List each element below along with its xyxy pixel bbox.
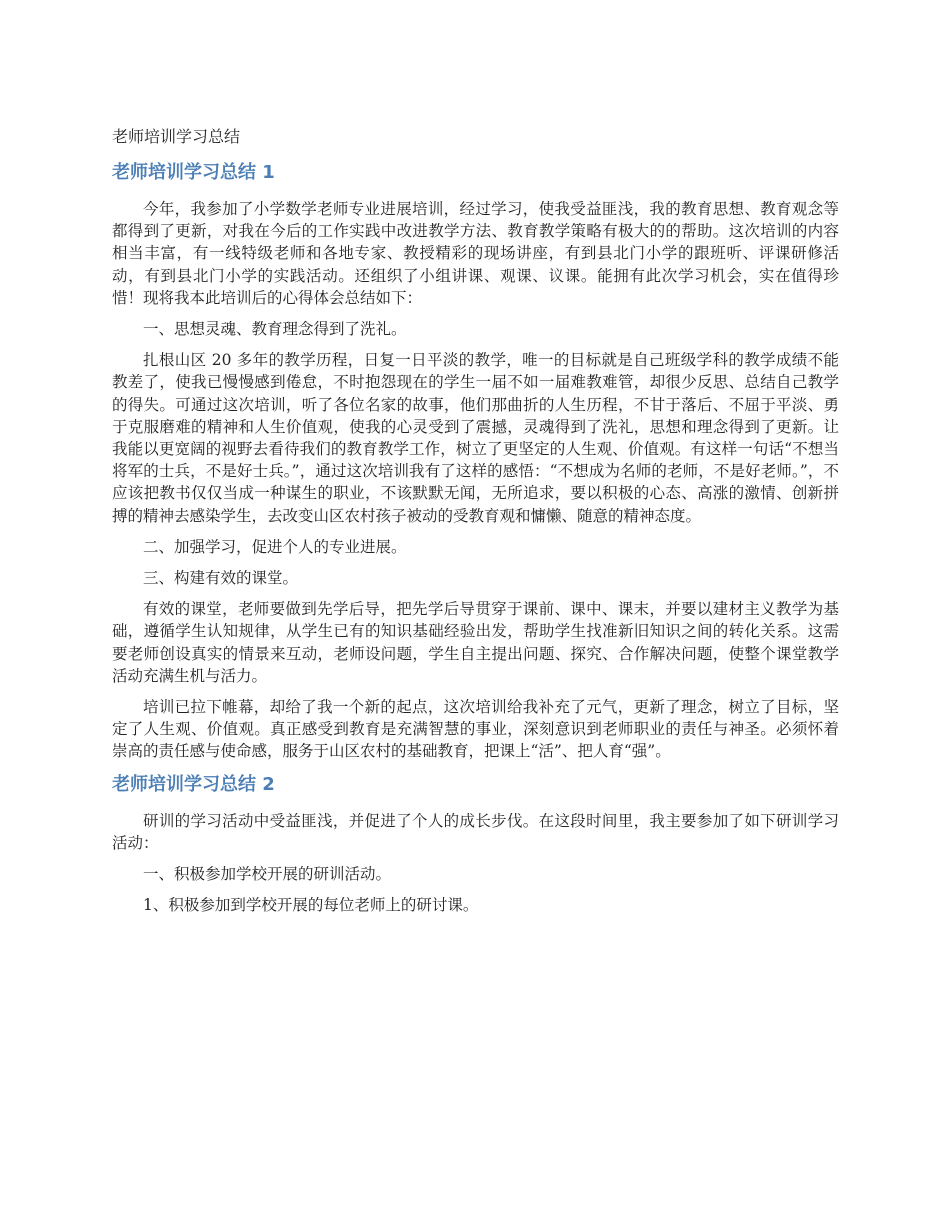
section-heading: 老师培训学习总结 1 (112, 162, 275, 183)
document-title: 老师培训学习总结 (112, 127, 241, 146)
paragraph: 今年，我参加了小学数学老师专业进展培训，经过学习，使我受益匪浅，我的教育思想、教育观念等都得到了更新，对我在今后的工作实践中改进教学方法、教育教学策略有极大的的帮助。这次培训的内容相当丰富，有一线特级老师和各地专家、教授精彩的现场讲座，有到县北门小学的跟班听、评课研修活动，有到县北门小学的实践活动。还组织了小组讲课、观课、议课。能拥有此次学习机会，实在值得珍惜！现将我本此培训后的心得体会总结如下： (112, 200, 839, 307)
document-page (112, 124, 839, 925)
paragraph: 一、思想灵魂、教育理念得到了洗礼。 (143, 320, 407, 339)
section-heading: 老师培训学习总结 2 (112, 773, 275, 795)
paragraph: 1、积极参加到学校开展的每位老师上的研讨课。 (143, 896, 479, 915)
paragraph: 扎根山区 20 多年的教学历程，日复一日平淡的教学，唯一的目标就是自己班级学科的教学成绩不能教差了，使我已慢慢感到倦怠，不时抱怨现在的学生一届不如一届难教难管，却很少反思、总结自己教学的得失。可通过这次培训，听了各位名家的故事，他们那曲折的人生历程，不甘于落后、不屈于平淡、勇于克服磨难的精神和人生价值观，使我的心灵受到了震撼，灵魂得到了洗礼，思想和理念得到了更新。让我能以更宽阔的视野去看待我们的教育教学工作，树立了更坚定的人生观、价值观。有这样一句话“不想当将军的士兵，不是好士兵。”，通过这次培训我有了这样的感悟：“不想成为名师的老师，不是好老师。”，不应该把教书仅仅当成一种谋生的职业，不该默默无闻，无所追求，要以积极的心态、高涨的激情、创新拼搏的精神去感染学生，去改变山区农村孩子被动的受教育观和慵懒、随意的精神态度。 (112, 351, 839, 525)
section-1 (112, 160, 839, 763)
paragraph: 二、加强学习，促进个人的专业进展。 (143, 537, 407, 556)
paragraph: 有效的课堂，老师要做到先学后导，把先学后导贯穿于课前、课中、课末，并要以建材主义教学为基础，遵循学生认知规律，从学生已有的知识基础经验出发，帮助学生找准新旧知识之间的转化关系。这需要老师创设真实的情景来互动，老师设问题，学生自主提出问题、探究、合作解决问题，使整个课堂教学活动充满生机与活力。 (112, 600, 839, 685)
paragraph: 研训的学习活动中受益匪浅，并促进了个人的成长步伐。在这段时间里，我主要参加了如下研训学习活动： (112, 811, 839, 852)
paragraph: 一、积极参加学校开展的研训活动。 (143, 865, 392, 884)
paragraph: 培训已拉下帷幕，却给了我一个新的起点，这次培训给我补充了元气，更新了理念，树立了目标，坚定了人生观、价值观。真正感受到教育是充满智慧的事业，深刻意识到老师职业的责任与神圣。必须怀着崇高的责任感与使命感，服务于山区农村的基础教育，把课上“活”、把人育“强”。 (112, 698, 839, 761)
section-2 (112, 772, 839, 917)
paragraph: 三、构建有效的课堂。 (143, 569, 299, 588)
